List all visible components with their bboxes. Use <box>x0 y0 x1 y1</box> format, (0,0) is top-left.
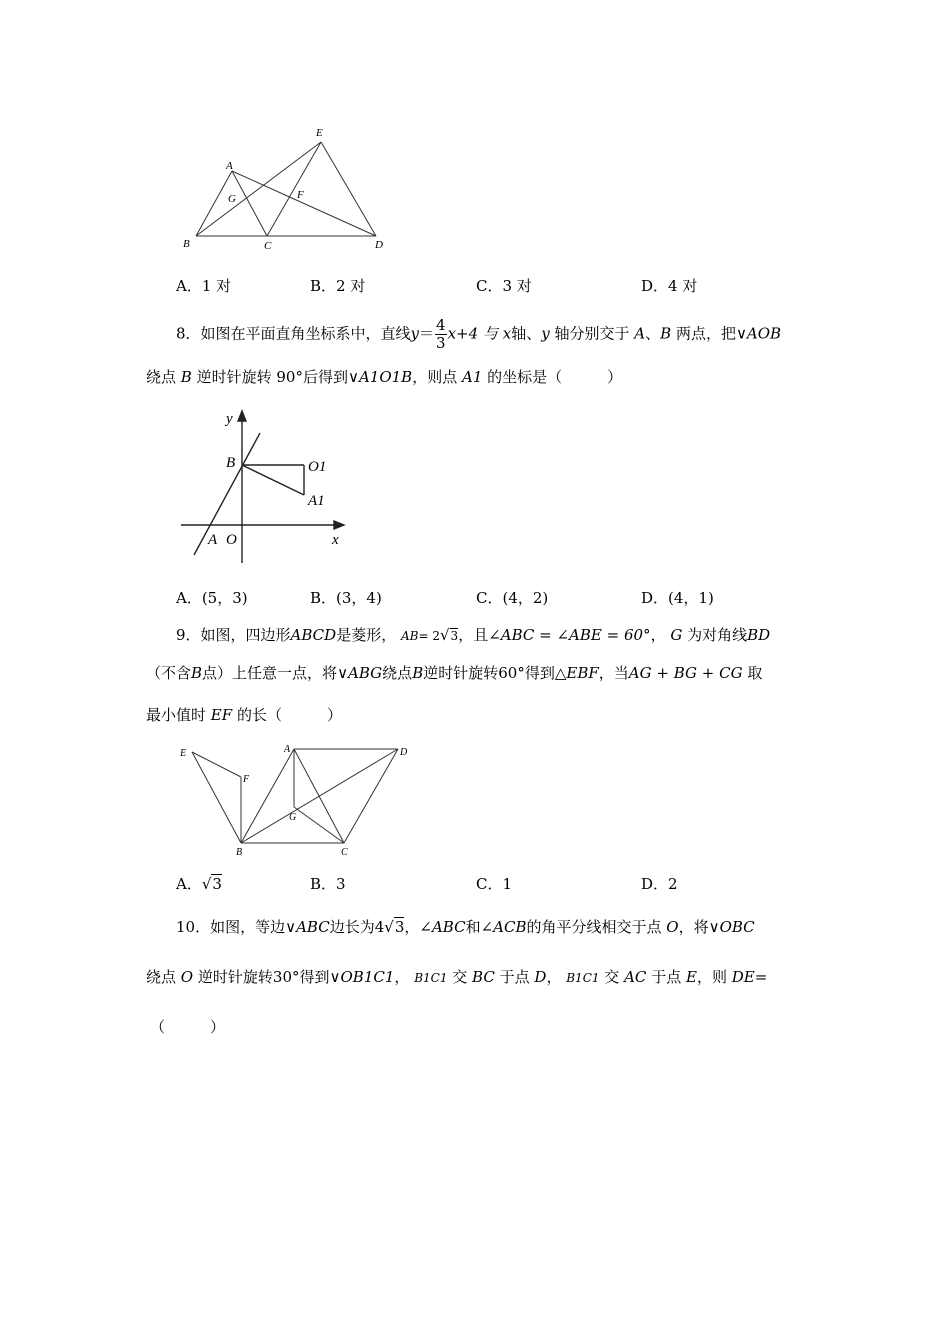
q9-label-A: A <box>284 744 291 755</box>
q9-option-c[interactable]: C．1 <box>476 875 513 893</box>
q9-label-G: G <box>289 812 297 823</box>
q9-figure <box>176 740 416 860</box>
q8-label-A1: A1 <box>308 493 325 509</box>
q7-label-E: E <box>316 127 323 139</box>
q8-label-x: x <box>332 532 339 548</box>
q8-label-O1: O1 <box>308 459 327 475</box>
q8-fraction: $\frac{4}{3}$ <box>436 316 446 352</box>
q9-label-D: D <box>400 747 408 758</box>
q9-line2: （不含B点）上任意一点，将∨ABG绕点B逆时针旋转60°得到△EBF，当AG + BG + CG 取 <box>146 664 763 682</box>
q8-label-A: A <box>208 532 218 548</box>
q8-line1: 8．如图在平面直角坐标系中，直线y＝ $\frac{4}{3}$ x+4 与 x轴、y 轴分别交于 A、B 两点，把∨AOB <box>176 316 782 352</box>
q9-seg-EB <box>192 752 241 843</box>
q7-seg-CE <box>267 142 321 236</box>
q8-line2: 绕点 B 逆时针旋转 90°后得到∨A1O1B，则点 A1 的坐标是（ ） <box>146 368 623 386</box>
q7-label-C: C <box>264 240 272 252</box>
q7-figure <box>175 120 395 255</box>
q7-label-B: B <box>183 238 190 250</box>
q7-seg-BA <box>196 171 232 236</box>
q7-label-D: D <box>375 239 383 251</box>
q9-option-a[interactable]: A．√3 <box>176 875 222 893</box>
q9-seg-EF <box>192 752 241 777</box>
q10-line2: 绕点 O 逆时针旋转30°得到∨OB1C1， B1C1 交 BC 于点 D， B1C1 交 AC 于点 E，则 DE= <box>146 968 768 986</box>
q8-label-y: y <box>226 411 233 427</box>
q8-label-B: B <box>226 455 236 471</box>
q7-option-d[interactable]: D．4 对 <box>641 277 698 295</box>
q8-y-arrow <box>238 411 246 421</box>
q9-label-E: E <box>180 748 187 759</box>
q7-seg-AC <box>232 171 267 236</box>
q8-option-b[interactable]: B．(3，4) <box>310 589 382 607</box>
q7-seg-AD <box>232 171 376 236</box>
q9-seg-DC <box>344 749 398 843</box>
q8-x-arrow <box>334 521 344 529</box>
q9-option-d[interactable]: D．2 <box>641 875 678 893</box>
q8-option-a[interactable]: A．(5，3) <box>176 589 248 607</box>
q7-option-a[interactable]: A．1 对 <box>176 277 232 295</box>
q9-label-C: C <box>341 847 348 858</box>
q10-line3: （ ） <box>150 1018 226 1036</box>
q9-label-B: B <box>236 847 243 858</box>
q8-figure <box>176 405 356 565</box>
q7-label-F: F <box>297 189 304 201</box>
q9-seg-GC <box>294 807 344 843</box>
q7-option-b[interactable]: B．2 对 <box>310 277 366 295</box>
q7-label-G: G <box>228 193 236 205</box>
q9-seg-AC <box>294 749 344 843</box>
q9-line1: 9．如图，四边形ABCD是菱形， AB= 2√3，且∠ABC = ∠ABE = 60°， G 为对角线BD <box>176 626 771 644</box>
q8-label-O: O <box>226 532 237 548</box>
q9-seg-BA <box>241 749 297 843</box>
q7-label-A: A <box>226 160 233 172</box>
q10-line1: 10．如图，等边∨ABC边长为4√3，∠ABC和∠ACB的角平分线相交于点 O，将∨OBC <box>176 918 755 936</box>
q8-seg-BA1 <box>242 465 304 495</box>
q9-line3: 最小值时 EF 的长（ ） <box>146 706 342 724</box>
q7-option-c[interactable]: C．3 对 <box>476 277 532 295</box>
q8-option-c[interactable]: C．(4，2) <box>476 589 549 607</box>
q7-seg-ED <box>321 142 376 236</box>
q8-option-d[interactable]: D．(4，1) <box>641 589 714 607</box>
q9-label-F: F <box>243 774 250 785</box>
q9-option-b[interactable]: B．3 <box>310 875 346 893</box>
